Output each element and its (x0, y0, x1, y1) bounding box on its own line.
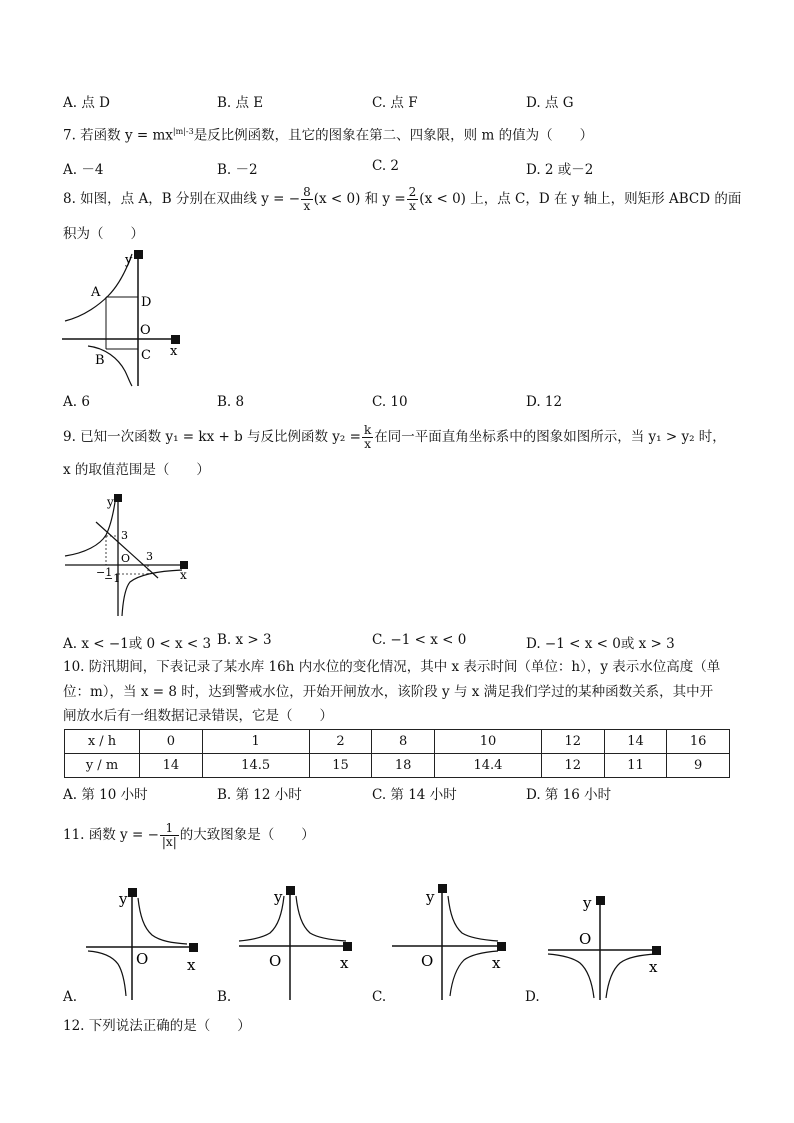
q9-option-a: A. x < −1或 0 < x < 3 (63, 636, 212, 652)
q9-tick-m1x: −1 (96, 566, 113, 579)
table-cell: 8 (372, 730, 435, 754)
q9-figure (60, 490, 195, 620)
q11-f-den: |x| (161, 835, 177, 849)
q11-option-b: B. (217, 989, 232, 1005)
q9-stem-a: 9. 已知一次函数 y₁ = kx + b 与反比例函数 y₂ = (63, 429, 361, 445)
q11-option-d: D. (525, 989, 540, 1005)
q8-f1-num: 8 (303, 185, 311, 199)
q11-a-curve-2 (88, 951, 126, 996)
q11-c-label-x: x (492, 954, 501, 972)
q8-label-a: A (91, 285, 101, 300)
q8-figure (60, 246, 190, 391)
q9-label-x: x (180, 568, 187, 582)
q11-graph-c (390, 880, 515, 1002)
q8-option-b: B. 8 (217, 394, 245, 410)
q10-option-b: B. 第 12 小时 (217, 787, 302, 803)
q7-stem-suffix: 是反比例函数，且它的图象在第二、四象限，则 m 的值为（ ） (193, 127, 594, 144)
q9-stem-b: 在同一平面直角坐标系中的图象如图所示，当 y₁ > y₂ 时， (374, 429, 726, 445)
q8-stem-b: (x < 0) 和 y = (313, 191, 406, 207)
q9-stem (63, 424, 726, 451)
q7-option-d: D. 2 或－2 (526, 162, 594, 178)
q9-hyperbola-left (65, 502, 115, 556)
q11-a-label-y: y (119, 890, 128, 908)
q8-label-x: x (170, 344, 178, 359)
q11-d-curve-2 (548, 954, 594, 998)
q8-fraction-2 (407, 186, 419, 213)
q11-c-x-arrow-icon (497, 942, 506, 951)
q7-options (63, 158, 743, 178)
q11-d-label-x: x (649, 958, 658, 976)
q8-f2-den: x (409, 199, 416, 213)
q9-option-d: D. −1 < x < 0或 x > 3 (526, 636, 675, 652)
q11-option-c: C. (372, 989, 387, 1005)
table-cell: 15 (309, 754, 372, 778)
q11-c-label-y: y (426, 888, 435, 906)
table-cell: 18 (372, 754, 435, 778)
q11-b-label-o: O (269, 952, 282, 970)
q11-f-num: 1 (160, 822, 179, 836)
q11-stem (63, 822, 315, 849)
q11-d-label-y: y (583, 894, 592, 912)
q8-options (63, 394, 743, 414)
table-cell: 16 (667, 730, 730, 754)
q6-options (63, 91, 743, 111)
q11-b-y-arrow-icon (286, 886, 295, 895)
q8-label-o: O (140, 323, 151, 338)
q10-table (64, 729, 730, 778)
q11-stem-b: 的大致图象是（ ） (179, 827, 315, 843)
q7-stem (63, 122, 593, 146)
q10-option-a: A. 第 10 小时 (63, 787, 148, 803)
q10-option-d: D. 第 16 小时 (526, 787, 612, 803)
q6-option-c: C. 点 F (372, 95, 418, 111)
table-cell: 0 (140, 730, 203, 754)
table-cell: 12 (541, 730, 604, 754)
q8-f2-num: 2 (408, 185, 417, 199)
q9-f-num: k (363, 423, 372, 437)
q8-option-a: A. 6 (63, 394, 90, 410)
q11-option-a: A. (63, 989, 78, 1005)
q8-fraction-1 (301, 186, 313, 213)
q8-x-arrow-icon (171, 335, 180, 344)
table-cell: 12 (541, 754, 604, 778)
q11-c-curve-1 (448, 896, 498, 941)
q11-a-x-arrow-icon (189, 943, 198, 952)
q6-option-b: B. 点 E (217, 95, 264, 111)
q7-exponent: |m|-3 (172, 127, 194, 136)
q8-label-y: y (125, 253, 133, 268)
table-cell: 10 (434, 730, 541, 754)
q9-fraction (362, 424, 373, 451)
q11-c-label-o: O (421, 952, 434, 970)
q10-options (63, 783, 743, 803)
q7-stem-prefix: 7. 若函数 y = mx (63, 127, 173, 144)
table-row (65, 730, 730, 754)
table-cell: 14.4 (434, 754, 541, 778)
q8-y-arrow-icon (134, 250, 143, 259)
q12-stem: 12. 下列说法正确的是（ ） (63, 1018, 251, 1034)
q9-hyperbola-right (122, 570, 182, 616)
table-header-y: y / m (65, 754, 140, 778)
q9-tick-3x: 3 (146, 550, 153, 563)
table-cell: 2 (309, 730, 372, 754)
q10-line1: 10. 防汛期间，下表记录了某水库 16h 内水位的变化情况，其中 x 表示时间（单位：h），y 表示水位高度（单 (63, 659, 721, 675)
q8-stem-a: 8. 如图，点 A，B 分别在双曲线 y = − (63, 191, 301, 207)
q8-option-c: C. 10 (372, 394, 408, 410)
table-row (65, 754, 730, 778)
q8-label-c: C (141, 348, 151, 363)
q11-d-y-arrow-icon (596, 896, 605, 905)
q6-option-d: D. 点 G (526, 95, 574, 111)
q9-y-arrow-icon (114, 494, 122, 502)
q11-c-y-arrow-icon (438, 884, 447, 893)
q8-f1-den: x (303, 199, 311, 213)
q11-fraction (160, 822, 179, 849)
q11-a-y-arrow-icon (128, 888, 137, 897)
q11-d-curve-1 (606, 954, 655, 998)
q10-option-c: C. 第 14 小时 (372, 787, 457, 803)
table-cell: 14 (604, 730, 667, 754)
q11-b-x-arrow-icon (343, 942, 352, 951)
q11-a-label-x: x (187, 956, 196, 974)
q8-option-d: D. 12 (526, 394, 563, 410)
table-cell: 14 (140, 754, 203, 778)
table-cell: 14.5 (202, 754, 309, 778)
q11-graph-a (82, 884, 207, 1002)
q11-b-label-x: x (340, 954, 349, 972)
q9-stem-line2: x 的取值范围是（ ） (63, 462, 210, 478)
table-header-x: x / h (65, 730, 140, 754)
q9-label-o: O (121, 552, 131, 565)
q8-label-b: B (95, 353, 105, 368)
q9-option-c: C. −1 < x < 0 (372, 632, 467, 648)
q11-d-label-o: O (579, 930, 592, 948)
q8-stem-line2: 积为（ ） (63, 226, 144, 242)
q10-line3: 闸放水后有一组数据记录错误，它是（ ） (63, 708, 333, 724)
q11-a-curve-1 (138, 898, 187, 944)
q9-option-b: B. x > 3 (217, 632, 272, 648)
q9-options (63, 632, 743, 652)
q11-c-curve-2 (450, 951, 498, 996)
table-cell: 11 (604, 754, 667, 778)
q10-line2: 位：m），当 x = 8 时，达到警戒水位，开始开闸放水，该阶段 y 与 x 满足我们学过的某种函数关系，其中开 (63, 684, 714, 700)
q9-tick-3y: 3 (121, 529, 128, 542)
q11-graph-b (236, 882, 361, 1002)
q9-label-y: y (107, 495, 114, 509)
table-cell: 9 (667, 754, 730, 778)
q8-label-d: D (141, 295, 152, 310)
q6-option-a: A. 点 D (63, 95, 110, 111)
q11-graph-d (545, 884, 670, 1004)
q11-b-curve-1 (296, 896, 346, 941)
table-cell: 1 (202, 730, 309, 754)
q8-stem-c: (x < 0) 上，点 C，D 在 y 轴上，则矩形 ABCD 的面 (419, 191, 742, 207)
q7-option-a: A. －4 (63, 162, 104, 178)
q7-option-c: C. 2 (372, 158, 400, 174)
q7-option-b: B. －2 (217, 162, 258, 178)
q8-stem (63, 186, 741, 213)
q11-b-label-y: y (274, 888, 283, 906)
q11-stem-a: 11. 函数 y = − (63, 827, 159, 843)
q9-f-den: x (364, 437, 371, 451)
q9-tick-m1y: −1 (104, 572, 121, 585)
q11-a-label-o: O (136, 950, 149, 968)
